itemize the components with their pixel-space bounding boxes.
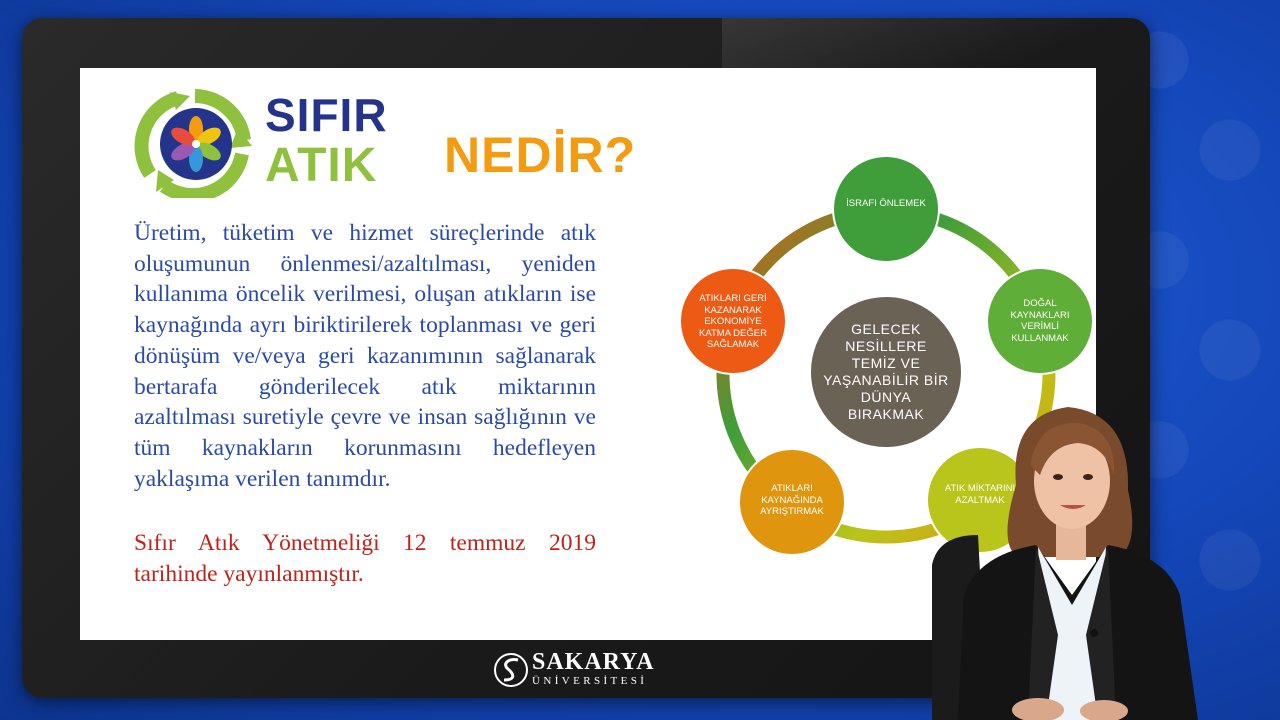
cycle-node-label: DOĞAL KAYNAKLARI VERİMLİ KULLANMAK bbox=[1010, 298, 1070, 344]
regulation-note: Sıfır Atık Yönetmeliği 12 temmuz 2019 tarihinde yayınlanmıştır. bbox=[134, 530, 596, 587]
sakarya-branding bbox=[494, 648, 664, 692]
sakarya-logo-icon bbox=[494, 650, 528, 690]
cycle-node-label: ATIK MİKTARINI AZALTMAK bbox=[944, 483, 1016, 506]
logo-line1: SIFIR bbox=[265, 89, 388, 141]
brand-name: SAKARYA bbox=[532, 649, 655, 675]
logo-line2: ATIK bbox=[265, 139, 378, 192]
cycle-node-label: ATIKLARI KAYNAĞINDA AYRIŞTIRMAK bbox=[760, 483, 824, 517]
cycle-node-label: İSRAFI ÖNLEMEK bbox=[846, 198, 926, 209]
brand-sub: ÜNİVERSİTESİ bbox=[532, 675, 648, 687]
cycle-node-label: ATIKLARI GERİ KAZANARAK EKONOMİYE KATMA DEĞER SAĞLAMAK bbox=[699, 293, 767, 350]
cycle-center-label: GELECEK NESİLLERE TEMİZ VE YAŞANABİLİR BİR DÜNYA BIRAKMAK bbox=[823, 321, 949, 422]
presenter-figure bbox=[918, 395, 1218, 720]
slide-headline: NEDİR? bbox=[444, 127, 637, 183]
definition-text: Üretim, tüketim ve hizmet süreçlerinde atık oluşumunun önlenmesi/azaltılması, yeniden kullanıma öncelik verilmesi, oluşan atıkların ise kaynağında ayrı biriktirilerek toplanması ve geri dönüşüm ve/veya geri kazanımının sağlanarak bertarafa gönderilecek atık miktarının azaltılması suretiyle çevre ve insan sağlığının ve tüm kaynakların korunmasını hedefleyen yaklaşıma verilen tanımdır. bbox=[134, 220, 596, 492]
